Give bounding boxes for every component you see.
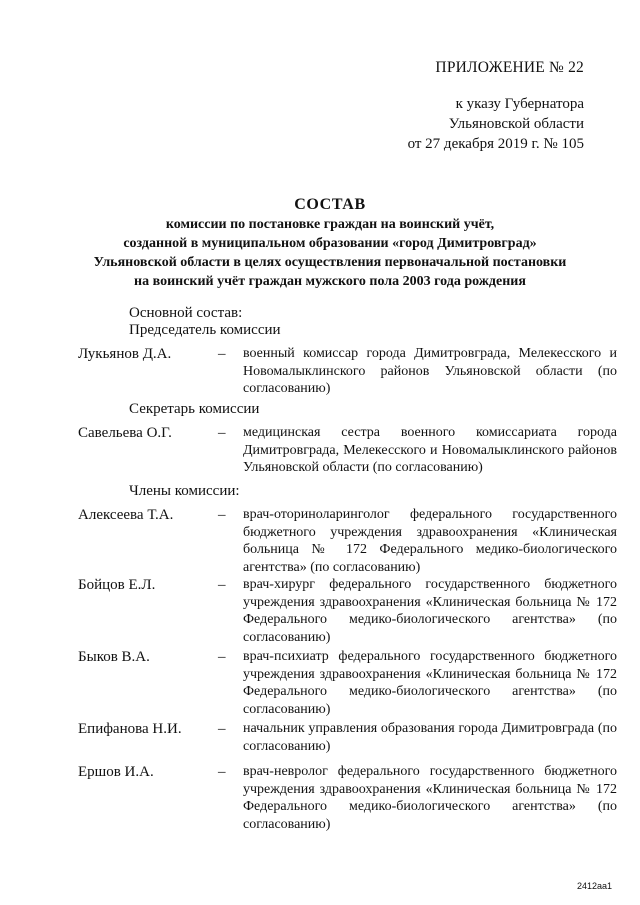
- document-code: 2412aa1: [576, 881, 612, 891]
- member-name: Лукьянов Д.А.: [78, 346, 172, 362]
- dash: –: [218, 507, 226, 523]
- member-role: военный комиссар города Димитровграда, Мелекесского и Новомалыклинского районов Ульяновской области (по согласованию): [243, 346, 617, 396]
- member-name: Епифанова Н.И.: [78, 721, 182, 737]
- dash: –: [218, 577, 226, 593]
- heading-line-2: созданной в муниципальном образовании «город Димитровград»: [123, 236, 537, 251]
- member-role: начальник управления образования города Димитровграда (по согласованию): [243, 721, 617, 754]
- dash: –: [218, 425, 226, 441]
- section-secretary: Секретарь комиссии: [129, 401, 260, 417]
- appendix-ref-line-2: Ульяновской области: [448, 116, 584, 132]
- member-name: Савельева О.Г.: [78, 425, 172, 441]
- member-role: врач-психиатр федерального государственного бюджетного учреждения здравоохранения «Клиническая больница № 172 Федерального медико-биологического агентства» (по согласованию): [243, 649, 617, 717]
- appendix-number: ПРИЛОЖЕНИЕ № 22: [435, 59, 584, 76]
- heading-line-4: на воинский учёт граждан мужского пола 2003 года рождения: [134, 274, 526, 289]
- member-role: врач-невролог федерального государственного бюджетного учреждения здравоохранения «Клиническая больница № 172 Федерального медико-биологического агентства» (по согласованию): [243, 764, 617, 832]
- appendix-ref-line-3: от 27 декабря 2019 г. № 105: [407, 136, 584, 152]
- member-name: Быков В.А.: [78, 649, 150, 665]
- heading-line-1: комиссии по постановке граждан на воинский учёт,: [165, 217, 495, 232]
- section-chair: Председатель комиссии: [129, 322, 281, 338]
- member-name: Бойцов Е.Л.: [78, 577, 156, 593]
- member-role: медицинская сестра военного комиссариата города Димитровграда, Мелекесского и Новомалыклинского районов Ульяновской области (по согласованию): [243, 425, 617, 475]
- section-main-composition: Основной состав:: [129, 305, 243, 321]
- section-members: Члены комиссии:: [129, 483, 240, 499]
- dash: –: [218, 649, 226, 665]
- heading-title: СОСТАВ: [294, 196, 366, 213]
- member-name: Ершов И.А.: [78, 764, 154, 780]
- member-role: врач-оториноларинголог федерального государственного бюджетного учреждения здравоохранения «Клиническая больница № 172 Федерального медико-биологического агентства» (по согласованию): [243, 507, 617, 575]
- document-heading: [60, 195, 600, 291]
- dash: –: [218, 346, 226, 362]
- appendix-ref-line-1: к указу Губернатора: [455, 96, 584, 112]
- member-name: Алексеева Т.А.: [78, 507, 174, 523]
- heading-line-3: Ульяновской области в целях осуществления первоначальной постановки: [93, 255, 567, 270]
- dash: –: [218, 721, 226, 737]
- member-role: врач-хирург федерального государственного бюджетного учреждения здравоохранения «Клиническая больница № 172 Федерального медико-биологического агентства» (по согласованию): [243, 577, 617, 645]
- dash: –: [218, 764, 226, 780]
